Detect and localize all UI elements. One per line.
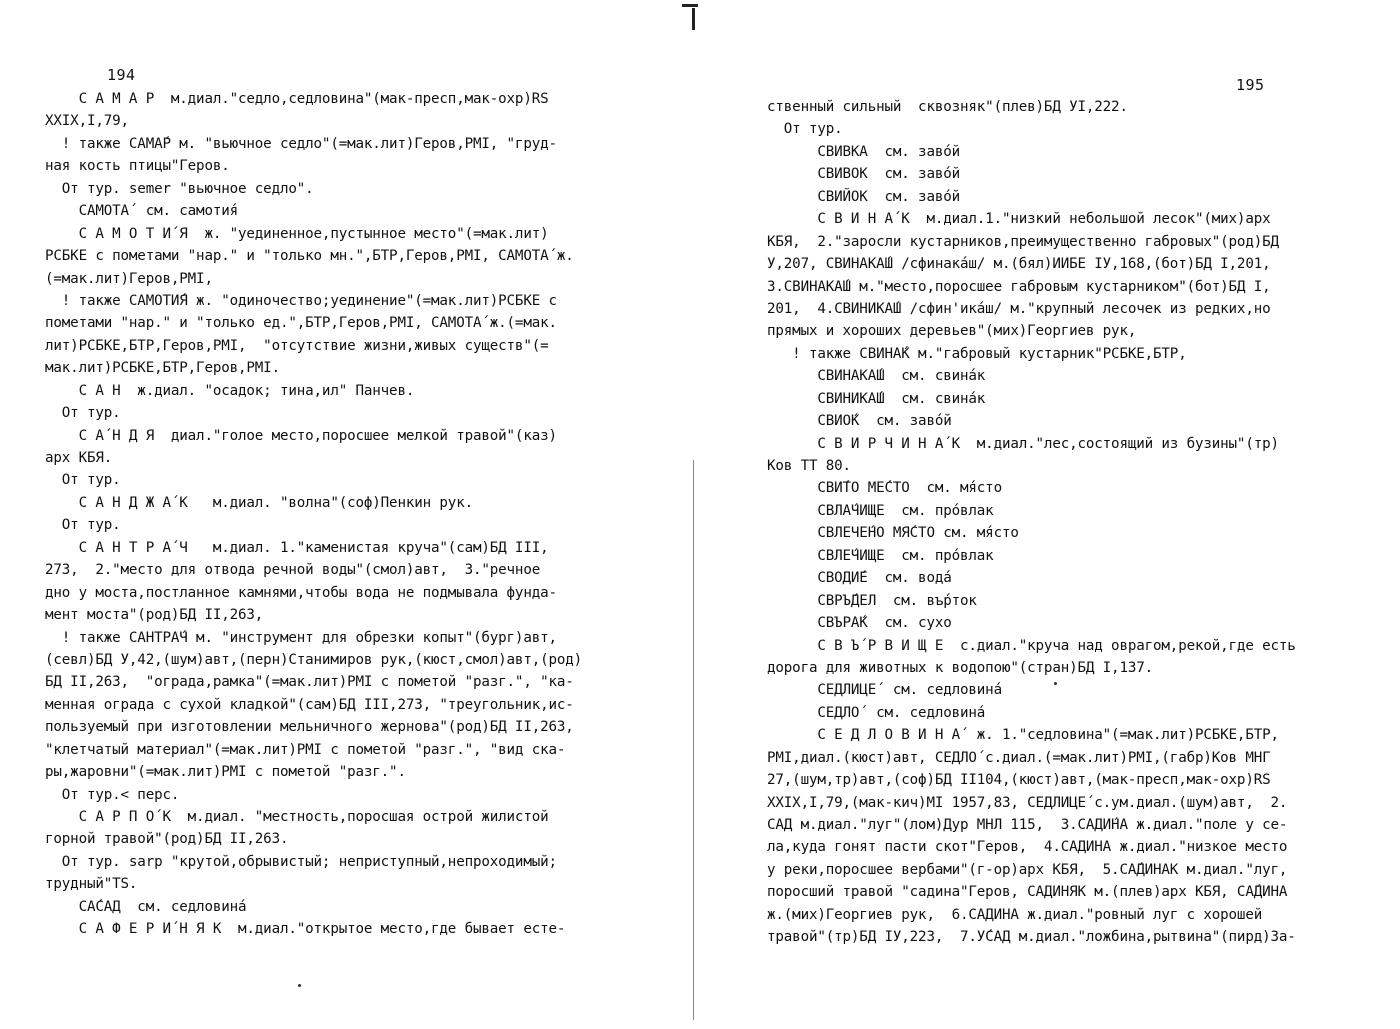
text-line: СВИ́ТО МЕ́СТО см. мя́сто	[767, 480, 1002, 497]
text-line: (=мак.лит)Геров,РМI,	[45, 270, 213, 287]
left-page	[0, 0, 690, 1029]
text-line: СВИНАКА́Ш см. свина́к	[767, 368, 986, 385]
page-number: 195	[1236, 76, 1265, 94]
text-line: мент моста"(род)БД II,263,	[45, 607, 264, 624]
text-line: СА́САД см. седловина́	[45, 898, 247, 915]
text-line: С Е Д Л О В И Н А́ ж. 1."седловина"(=мак.лит)РСБКЕ,БТР,	[767, 727, 1279, 744]
right-page	[700, 0, 1400, 1029]
text-line: С А М А Р м.диал."седло,седловина"(мак-пресп,мак-охр)RS	[45, 91, 549, 107]
text-line: СВЪРА́К см. сухо	[767, 615, 952, 632]
text-line: СВИО́К см. заво́й	[767, 413, 952, 430]
text-line: От тур.	[45, 405, 121, 422]
print-speck	[1054, 682, 1057, 685]
text-line: прямых и хороших деревьев"(мих)Георгиев рук,	[767, 323, 1137, 340]
gutter-line	[693, 460, 694, 1020]
book-gutter	[688, 0, 700, 1029]
text-line: пометами "нар." и "только ед.",БТР,Геров,РМI, САМОТА́ ж.(=мак.	[45, 315, 557, 332]
text-line: СВИВКА см. заво́й	[767, 143, 961, 160]
text-line: С А Ф Е Р И́ Н Я К м.диал."открытое место,где бывает есте-	[45, 921, 566, 938]
text-line: СВИНИКА́Ш см. свина́к	[767, 390, 986, 407]
text-line: С А Н Д Ж А́ К м.диал. "волна"(соф)Пенкин рук.	[45, 494, 473, 511]
text-line: С В И Н А́ К м.диал.1."низкий небольшой лесок"(мих)арх	[767, 211, 1271, 228]
text-line: дорога для животных к водопою"(стран)БД I,137.	[767, 659, 1154, 676]
text-line: СВЛА́ЧИЩЕ см. про́влак	[767, 502, 994, 519]
text-line: СЕДЛО́ см. седловина́	[767, 704, 986, 721]
text-line: мак.лит)РСБКЕ,БТР,Геров,РМI.	[45, 360, 280, 377]
text-line: С А Н ж.диал. "осадок; тина,ил" Панчев.	[45, 382, 415, 399]
text-line: РМI,диал.(кюст)авт, СЕДЛО́ с.диал.(=мак.лит)РМI,(габр)Ков МНГ	[767, 749, 1271, 766]
text-line: пользуемый при изготовлении мельничного жернова"(род)БД II,263,	[45, 719, 574, 736]
text-line: лит)РСБКЕ,БТР,Геров,РМI, "отсутствие жизни,живых существ"(=	[45, 337, 549, 354]
text-line: РСБКЕ с пометами "нар." и "только мн.",БТР,Геров,РМI, САМОТА́ ж.	[45, 248, 574, 265]
text-line: ры,жаровни"(=мак.лит)РМI с пометой "разг.".	[45, 764, 406, 781]
text-line: СВИВОК см. заво́й	[767, 166, 961, 183]
dictionary-text	[45, 88, 645, 941]
text-line: СЕДЛИЦЕ́ см. седловина́	[767, 682, 1002, 699]
text-line: СВИЙОК см. заво́й	[767, 188, 961, 205]
text-line: дно у моста,постланное камнями,чтобы вода не подмывала фунда-	[45, 584, 557, 601]
text-line: 27,(шум,тр)авт,(соф)БД II104,(кюст)авт,(мак-пресп,мак-охр)RS	[767, 772, 1271, 789]
text-line: горной травой"(род)БД II,263.	[45, 831, 289, 848]
text-line: От тур.	[767, 121, 843, 138]
text-line: От тур.	[45, 517, 121, 534]
text-line: С А́ Н Д Я диал."голое место,поросшее мелкой травой"(каз)	[45, 427, 557, 444]
text-line: поросший травой "садина"Геров, САДИНЯК м.(плев)арх КБЯ, СА́ДИНА	[767, 884, 1288, 901]
text-line: С В И Р Ч И Н А́ К м.диал."лес,состоящий из бузины"(тр)	[767, 435, 1279, 452]
text-line: КБЯ, 2."заросли кустарников,преимущественно габровых"(род)БД	[767, 233, 1279, 250]
text-line: 273, 2."место для отвода речной воды"(смол)авт, 3."речное	[45, 562, 541, 579]
text-line: травой"(тр)БД IУ,223, 7.У́САД м.диал."ложбина,рытвина"(пирд)За-	[767, 929, 1296, 946]
text-line: ж.(мих)Георгиев рук, 6.САДИНА ж.диал."ровный луг с хорошей	[767, 906, 1263, 923]
text-line: САМОТА́ см. самотия́	[45, 203, 239, 220]
text-line: От тур.	[45, 472, 121, 489]
text-line: БД II,263, "ограда,рамка"(=мак.лит)РМI с пометой "разг.", "ка-	[45, 674, 574, 691]
text-line: От тур.< перс.	[45, 786, 180, 803]
gutter-mark	[692, 8, 695, 30]
text-line: XXIX,I,79,(мак-кич)МI 1957,83, СЕДЛИЦЕ́ с.ум.диал.(шум)авт, 2.	[767, 794, 1288, 811]
text-line: С А Н Т Р А́ Ч м.диал. 1."каменистая круча"(сам)БД III,	[45, 539, 549, 556]
text-line: "клетчатый материал"(=мак.лит)РМI с пометой "разг.", "вид ска-	[45, 741, 566, 758]
text-line: Ков ТТ 80.	[767, 458, 851, 474]
text-line: 201, 4.СВИНИКА́Ш /сфин'ика́ш/ м."крупный лесочек из редких,но	[767, 300, 1271, 317]
text-line: ! также СВИНА́К м."габровый кустарник"РСБКЕ,БТР,	[767, 345, 1187, 362]
text-line: ственный сильный сквозняк"(плев)БД УI,222.	[767, 99, 1128, 115]
text-line: От тур. sarp "крутой,обрывистый; неприступный,непроходимый;	[45, 853, 557, 870]
text-line: ла,куда гонят пасти скот"Геров, 4.САДИНА ж.диал."низкое место	[767, 839, 1288, 856]
text-line: у реки,поросшее вербами"(г-ор)арх КБЯ, 5.СА́ДИНАК м.диал."луг,	[767, 861, 1288, 878]
text-line: СВОДИ́Е см. вода́	[767, 570, 952, 587]
text-line: От тур. semer "вьючное седло".	[45, 180, 314, 197]
text-line: ! также САНТРА́Ч м. "инструмент для обрезки копыт"(бург)авт,	[45, 629, 557, 646]
gutter-mark	[682, 4, 698, 7]
text-line: С А Р П О́ К м.диал. "местность,поросшая острой жилистой	[45, 809, 549, 825]
text-line: ! также САМА́Р м. "вьючное седло"(=мак.лит)Геров,РМI, "груд-	[45, 135, 557, 152]
text-line: У,207, СВИНАКА́Ш /сфинака́ш/ м.(бял)ИИБЕ IУ,168,(бот)БД I,201,	[767, 256, 1271, 273]
text-line: менная ограда с сухой кладкой"(сам)БД III,273, "треугольник,ис-	[45, 696, 574, 713]
text-line: С А М О Т И́ Я ж. "уединенное,пустынное место"(=мак.лит)	[45, 225, 549, 242]
text-line: XXIX,I,79,	[45, 113, 129, 130]
text-line: ! также САМОТИ́Я ж. "одиночество;уединение"(=мак.лит)РСБКЕ с	[45, 292, 557, 309]
text-line: СВЛЕ́ЧИЩЕ см. про́влак	[767, 547, 994, 564]
text-line: ная кость птицы"Геров.	[45, 158, 230, 175]
dictionary-text	[767, 96, 1367, 949]
text-line: СВРЪ́ДЕЛ см. вър́ток	[767, 592, 977, 609]
page-number: 194	[107, 66, 136, 84]
print-speck	[298, 984, 301, 987]
text-line: 3.СВИНАКА́Ш м."место,поросшее габровым кустарником"(бот)БД I,	[767, 278, 1271, 295]
text-line: С В Ъ́ Р В И Щ Е с.диал."круча над оврагом,рекой,где есть	[767, 637, 1296, 654]
text-line: (севл)БД У,42,(шум)авт,(перн)Станимиров рук,(кюст,смол)авт,(род)	[45, 651, 583, 668]
text-line: САД м.диал."луг"(лом)Дур МНЛ 115, 3.САДИ́НА ж.диал."поле у се-	[767, 817, 1288, 833]
text-line: СВЛЕЧЕ́НО МЯ́СТО см. мя́сто	[767, 525, 1019, 542]
text-line: трудный"TS.	[45, 876, 138, 893]
text-line: арх КБЯ.	[45, 450, 113, 466]
